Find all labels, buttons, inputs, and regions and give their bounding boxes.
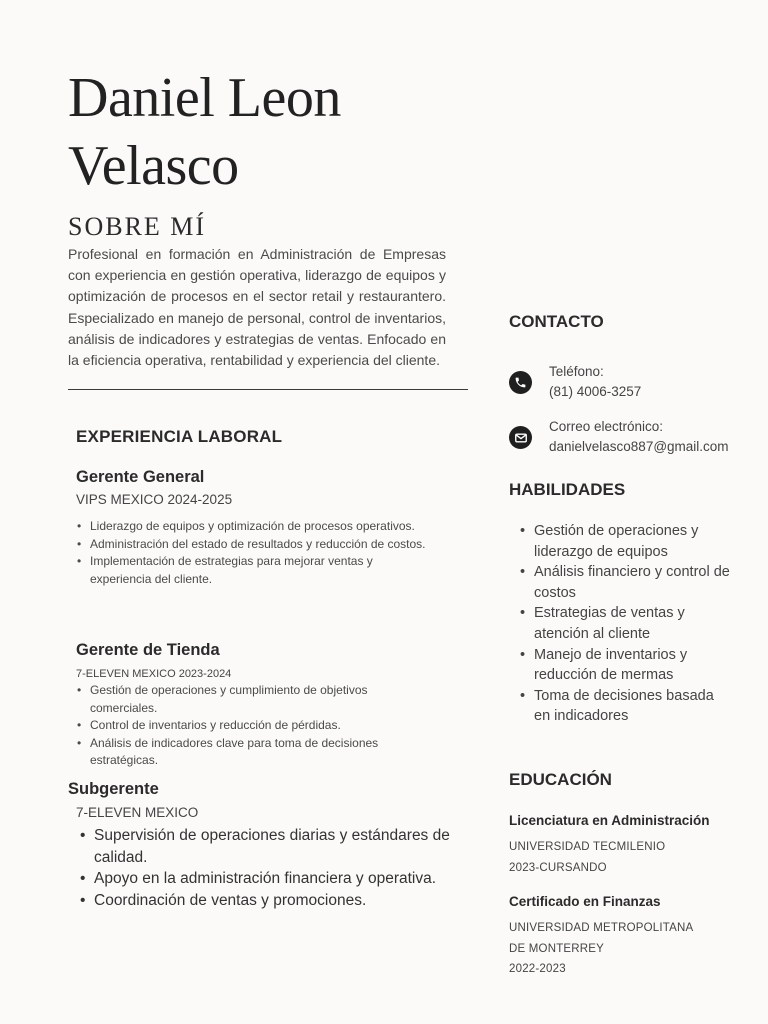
job-title: Gerente General — [76, 468, 205, 486]
education-line: 2023-CURSANDO — [509, 861, 607, 874]
skills-list — [510, 521, 730, 727]
phone-block — [549, 362, 641, 402]
education-title: EDUCACIÓN — [509, 770, 612, 789]
education-entry-details — [509, 837, 665, 878]
envelope-icon-glyph — [514, 431, 528, 445]
job-bullets — [76, 682, 416, 770]
list-item: • Administración del estado de resultados y reducción de costos. — [76, 536, 436, 554]
job-title: Subgerente — [68, 780, 159, 798]
education-line: UNIVERSIDAD METROPOLITANA — [509, 922, 694, 934]
name-line-2: Velasco — [68, 135, 239, 197]
contact-title: CONTACTO — [509, 312, 604, 331]
experience-title: EXPERIENCIA LABORAL — [76, 427, 283, 446]
resume-name — [68, 64, 488, 200]
about-text: Profesional en formación en Administración de Empresas con experiencia en gestión operativa, liderazgo de equipos y optimización de procesos en el sector retail y restaurantero. Especializado en manejo de personal, control de inventarios, análisis de indicadores y estrategias de ventas. Enfocado en la eficiencia operativa, rentabilidad y experiencia del cliente. — [68, 246, 446, 369]
list-item: • Análisis financiero y control de costos — [510, 562, 730, 603]
education-entry-title: Certificado en Finanzas — [509, 894, 661, 909]
about-title: SOBRE MÍ — [68, 212, 207, 241]
job-org: 7-ELEVEN MEXICO 2023-2024 — [76, 668, 232, 680]
education-entry-details — [509, 918, 693, 980]
list-item: • Apoyo en la administración financiera y operativa. — [76, 868, 456, 890]
job-bullets — [76, 825, 456, 911]
name-line-1: Daniel Leon — [68, 67, 341, 129]
list-item: • Implementación de estrategias para mejorar ventas y experiencia del cliente. — [76, 553, 436, 588]
job-title: Gerente de Tienda — [76, 641, 220, 659]
list-item: • Coordinación de ventas y promociones. — [76, 890, 456, 912]
about-divider — [68, 389, 468, 390]
list-item: • Manejo de inventarios y reducción de mermas — [510, 645, 730, 686]
phone-icon — [509, 371, 532, 394]
list-item: • Análisis de indicadores clave para toma de decisiones estratégicas. — [76, 735, 416, 770]
job-bullets — [76, 518, 436, 588]
education-line: UNIVERSIDAD TECMILENIO — [509, 841, 666, 853]
skills-title: HABILIDADES — [509, 480, 626, 499]
list-item: • Supervisión de operaciones diarias y estándares de calidad. — [76, 825, 456, 868]
education-line: 2022-2023 — [509, 963, 566, 975]
job-org: VIPS MEXICO 2024-2025 — [76, 492, 233, 507]
phone-value[interactable]: (81) 4006-3257 — [549, 384, 642, 399]
email-value[interactable]: danielvelasco887@gmail.com — [549, 439, 729, 454]
phone-icon-glyph — [514, 376, 527, 389]
list-item: • Toma de decisiones basada en indicadores — [510, 686, 730, 727]
email-block — [549, 417, 729, 457]
education-line: DE MONTERREY — [509, 942, 605, 955]
list-item: • Liderazgo de equipos y optimización de procesos operativos. — [76, 518, 436, 536]
phone-label: Teléfono: — [549, 364, 604, 379]
email-label: Correo electrónico: — [549, 419, 664, 434]
envelope-icon — [509, 426, 532, 449]
list-item: • Estrategias de ventas y atención al cliente — [510, 603, 730, 644]
job-org: 7-ELEVEN MEXICO — [76, 805, 199, 820]
list-item: • Gestión de operaciones y liderazgo de equipos — [510, 521, 730, 562]
list-item: • Gestión de operaciones y cumplimiento de objetivos comerciales. — [76, 682, 416, 717]
education-entry-title: Licenciatura en Administración — [509, 813, 710, 828]
list-item: • Control de inventarios y reducción de pérdidas. — [76, 717, 416, 735]
